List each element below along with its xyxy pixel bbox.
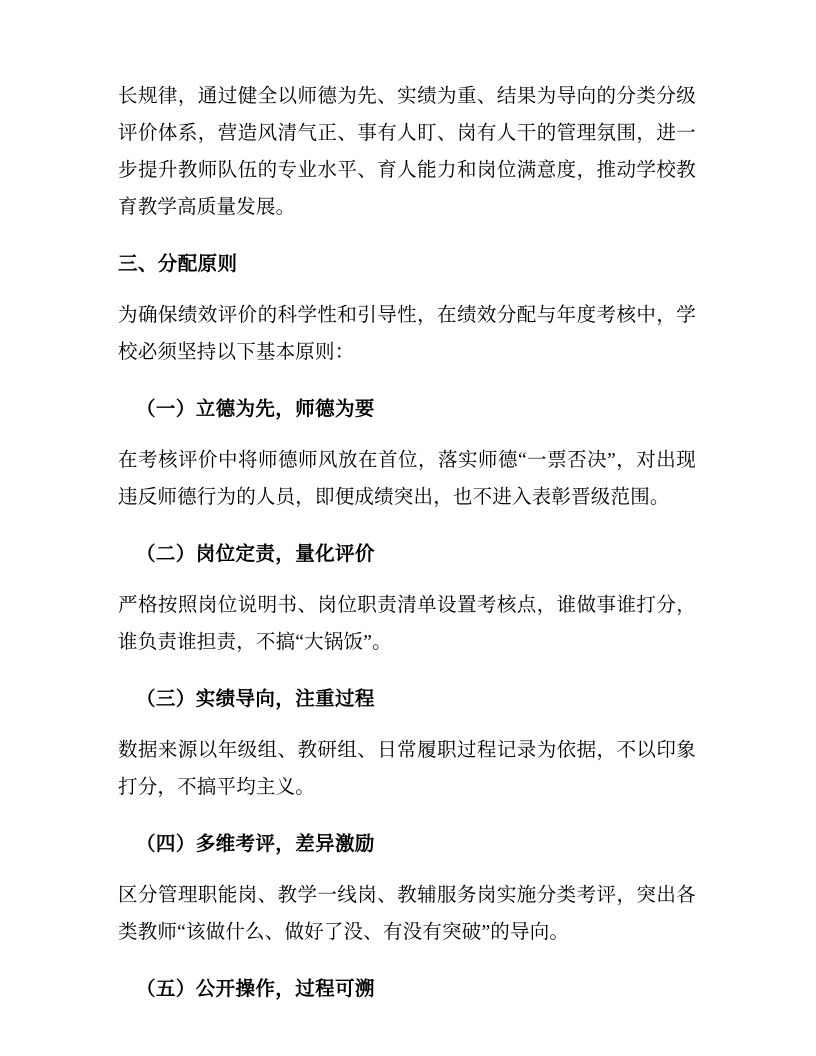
principle-two-wrapper xyxy=(118,536,696,573)
principle-four-body-wrapper xyxy=(118,877,696,951)
principle-three-body-wrapper xyxy=(118,732,696,806)
principle-four-wrapper xyxy=(118,826,696,863)
paragraph-principles-intro: 为确保绩效评价的科学性和引导性，在绩效分配与年度考核中，学校必须坚持以下基本原则： xyxy=(118,305,696,363)
paragraph-principle-four-body: 区分管理职能岗、教学一线岗、教辅服务岗实施分类考评，突出各类教师“该做什么、做好了没、有没有突破”的导向。 xyxy=(118,885,696,943)
subheading-principle-one: （一）立德为先，师德为要 xyxy=(136,399,375,420)
principle-one-body-wrapper xyxy=(118,442,696,516)
principle-three-wrapper xyxy=(118,681,696,718)
subheading-principle-three: （三）实绩导向，注重过程 xyxy=(136,689,375,710)
principle-five-wrapper xyxy=(118,971,696,1008)
paragraph-principle-one-body: 在考核评价中将师德师风放在首位，落实师德“一票否决”，对出现违反师德行为的人员，即便成绩突出，也不进入表彰晋级范围。 xyxy=(118,450,696,508)
subheading-principle-four: （四）多维考评，差异激励 xyxy=(136,834,375,855)
paragraph-intro-continued: 长规律，通过健全以师德为先、实绩为重、结果为导向的分类分级评价体系，营造风清气正、事有人盯、岗有人干的管理氛围，进一步提升教师队伍的专业水平、育人能力和岗位满意度，推动学校教育教学高质量发展。 xyxy=(118,86,696,218)
paragraph-principle-three-body: 数据来源以年级组、教研组、日常履职过程记录为依据，不以印象打分，不搞平均主义。 xyxy=(118,740,696,798)
principle-one-wrapper xyxy=(118,391,696,428)
document-body xyxy=(118,78,696,1008)
paragraph-principle-two-body: 严格按照岗位说明书、岗位职责清单设置考核点，谁做事谁打分，谁负责谁担责，不搞“大锅饭”。 xyxy=(118,595,696,653)
principles-intro-wrapper xyxy=(118,297,696,371)
principle-two-body-wrapper xyxy=(118,587,696,661)
section-three-wrapper xyxy=(118,246,696,283)
subheading-principle-five: （五）公开操作，过程可溯 xyxy=(136,979,375,1000)
subheading-principle-two: （二）岗位定责，量化评价 xyxy=(136,544,375,565)
heading-section-three: 三、分配原则 xyxy=(118,254,238,275)
